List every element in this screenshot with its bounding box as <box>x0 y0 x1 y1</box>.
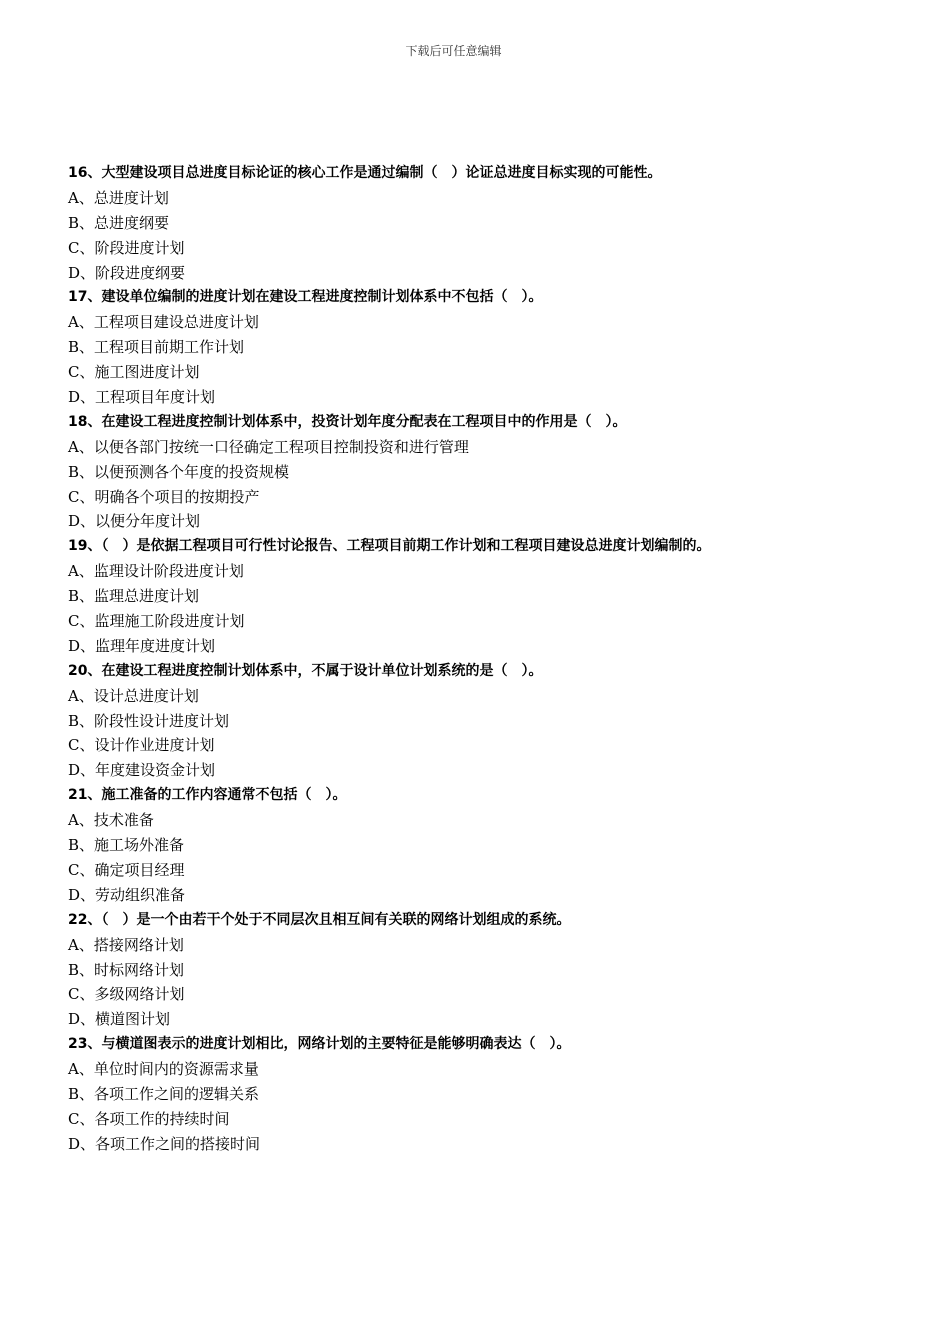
question-title: 16、大型建设项目总进度目标论证的核心工作是通过编制（ ）论证总进度目标实现的可能性。 <box>68 165 662 181</box>
option-b: B、各项工作之间的逻辑关系 <box>68 1084 260 1103</box>
option-c: C、明确各个项目的按期投产 <box>68 487 260 506</box>
option-a: A、技术准备 <box>68 811 154 830</box>
question-16 <box>68 161 888 285</box>
option-a: A、总进度计划 <box>68 188 169 207</box>
option-c: C、多级网络计划 <box>68 985 185 1004</box>
question-17 <box>68 285 888 409</box>
option-d: D、监理年度进度计划 <box>68 636 216 655</box>
option-d: D、横道图计划 <box>68 1010 171 1029</box>
option-b: B、监理总进度计划 <box>68 587 200 606</box>
option-b: B、阶段性设计进度计划 <box>68 711 230 730</box>
option-d: D、阶段进度纲要 <box>68 263 186 282</box>
option-c: C、阶段进度计划 <box>68 238 185 257</box>
option-b: B、总进度纲要 <box>68 213 170 232</box>
option-c: C、监理施工阶段进度计划 <box>68 612 245 631</box>
option-c: C、确定项目经理 <box>68 860 185 879</box>
option-a: A、工程项目建设总进度计划 <box>68 313 259 332</box>
question-title: 21、施工准备的工作内容通常不包括（ ）。 <box>68 787 347 804</box>
option-c: C、施工图进度计划 <box>68 363 200 382</box>
option-a: A、设计总进度计划 <box>68 686 199 705</box>
option-a: A、监理设计阶段进度计划 <box>68 562 244 581</box>
option-b: B、施工场外准备 <box>68 836 185 855</box>
question-21 <box>68 783 888 907</box>
option-b: B、工程项目前期工作计划 <box>68 338 245 357</box>
question-title: 20、在建设工程进度控制计划体系中，不属于设计单位计划系统的是（ ）。 <box>68 662 543 679</box>
question-19 <box>68 534 888 658</box>
question-18 <box>68 410 888 534</box>
question-title: 22、（ ）是一个由若干个处于不同层次且相互间有关联的网络计划组成的系统。 <box>68 911 571 928</box>
question-title: 17、建设单位编制的进度计划在建设工程进度控制计划体系中不包括（ ）。 <box>68 289 543 306</box>
option-a: A、单位时间内的资源需求量 <box>68 1060 259 1079</box>
option-a: A、以便各部门按统一口径确定工程项目控制投资和进行管理 <box>68 437 469 456</box>
option-d: D、各项工作之间的搭接时间 <box>68 1134 261 1153</box>
question-title: 19、（ ）是依据工程项目可行性讨论报告、工程项目前期工作计划和工程项目建设总进度计划编制的。 <box>68 538 711 555</box>
question-title: 23、与横道图表示的进度计划相比，网络计划的主要特征是能够明确表达（ ）。 <box>68 1036 571 1053</box>
option-d: D、以便分年度计划 <box>68 512 201 531</box>
option-d: D、年度建设资金计划 <box>68 761 216 780</box>
question-list <box>68 161 888 1157</box>
question-title: 18、在建设工程进度控制计划体系中，投资计划年度分配表在工程项目中的作用是（ ）。 <box>68 413 627 430</box>
option-a: A、搭接网络计划 <box>68 935 184 954</box>
option-c: C、设计作业进度计划 <box>68 736 215 755</box>
question-23 <box>68 1032 888 1156</box>
option-b: B、时标网络计划 <box>68 960 185 979</box>
option-c: C、各项工作的持续时间 <box>68 1109 230 1128</box>
question-22 <box>68 908 888 1032</box>
option-d: D、工程项目年度计划 <box>68 388 216 407</box>
option-d: D、劳动组织准备 <box>68 885 186 904</box>
question-20 <box>68 659 888 783</box>
page-header: 下载后可任意编辑 <box>405 44 502 58</box>
option-b: B、以便预测各个年度的投资规模 <box>68 462 290 481</box>
